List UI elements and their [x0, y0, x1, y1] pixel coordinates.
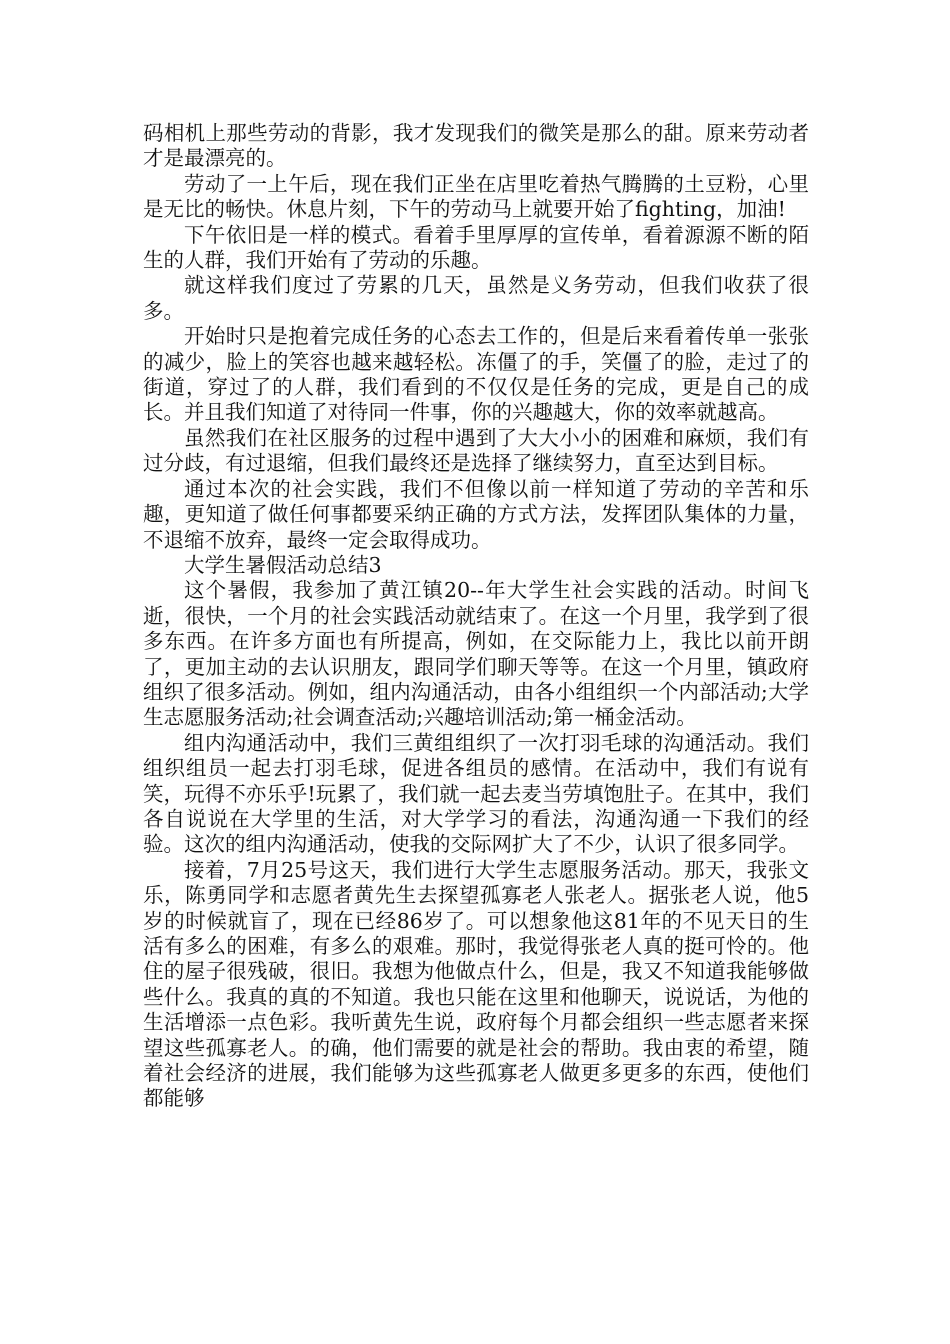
document-body [143, 121, 809, 1112]
paragraph: 接着，7月25号这天，我们进行大学生志愿服务活动。那天，我张文乐，陈勇同学和志愿者黄先生去探望孤寡老人张老人。据张老人说，他5岁的时候就盲了，现在已经86岁了。可以想象他这81年的不见天日的生活有多么的困难，有多么的艰难。那时，我觉得张老人真的挺可怜的。他住的屋子很残破，很旧。我想为他做点什么，但是，我又不知道我能够做些什么。我真的真的不知道。我也只能在这里和他聊天，说说话，为他的生活增添一点色彩。我听黄先生说，政府每个月都会组织一些志愿者来探望这些孤寡老人。的确，他们需要的就是社会的帮助。我由衷的希望，随着社会经济的进展，我们能够为这些孤寡老人做更多更多的东西，使他们都能够 [143, 857, 809, 1111]
paragraph-continuation: 码相机上那些劳动的背影，我才发现我们的微笑是那么的甜。原来劳动者才是最漂亮的。 [143, 121, 809, 171]
paragraph: 下午依旧是一样的模式。看着手里厚厚的宣传单，看着源源不断的陌生的人群，我们开始有了劳动的乐趣。 [143, 222, 809, 273]
paragraph: 虽然我们在社区服务的过程中遇到了大大小小的困难和麻烦，我们有过分歧，有过退缩，但我们最终还是选择了继续努力，直至达到目标。 [143, 425, 809, 476]
paragraph: 通过本次的社会实践，我们不但像以前一样知道了劳动的辛苦和乐趣，更知道了做任何事都要采纳正确的方式方法，发挥团队集体的力量，不退缩不放弃，最终一定会取得成功。 [143, 476, 809, 552]
paragraph: 这个暑假，我参加了黄江镇20--年大学生社会实践的活动。时间飞逝，很快，一个月的社会实践活动就结束了。在这一个月里，我学到了很多东西。在许多方面也有所提高，例如，在交际能力上，我比以前开朗了，更加主动的去认识朋友，跟同学们聊天等等。在这一个月里，镇政府组织了很多活动。例如，组内沟通活动，由各小组组织一个内部活动;大学生志愿服务活动;社会调查活动;兴趣培训活动;第一桶金活动。 [143, 578, 809, 730]
paragraph: 开始时只是抱着完成任务的心态去工作的，但是后来看着传单一张张的减少，脸上的笑容也越来越轻松。冻僵了的手，笑僵了的脸，走过了的街道，穿过了的人群，我们看到的不仅仅是任务的完成，更是自己的成长。并且我们知道了对待同一件事，你的兴趣越大，你的效率就越高。 [143, 324, 809, 425]
section-heading: 大学生暑假活动总结3 [184, 552, 382, 577]
paragraph: 劳动了一上午后，现在我们正坐在店里吃着热气腾腾的土豆粉，心里是无比的畅快。休息片刻，下午的劳动马上就要开始了fighting，加油! [143, 171, 809, 222]
paragraph: 组内沟通活动中，我们三黄组组织了一次打羽毛球的沟通活动。我们组织组员一起去打羽毛球，促进各组员的感情。在活动中，我们有说有笑，玩得不亦乐乎!玩累了，我们就一起去麦当劳填饱肚子。在其中，我们各自说说在大学里的生活，对大学学习的看法，沟通沟通一下我们的经验。这次的组内沟通活动，使我的交际网扩大了不少，认识了很多同学。 [143, 730, 809, 857]
paragraph: 就这样我们度过了劳累的几天，虽然是义务劳动，但我们收获了很多。 [143, 273, 809, 323]
